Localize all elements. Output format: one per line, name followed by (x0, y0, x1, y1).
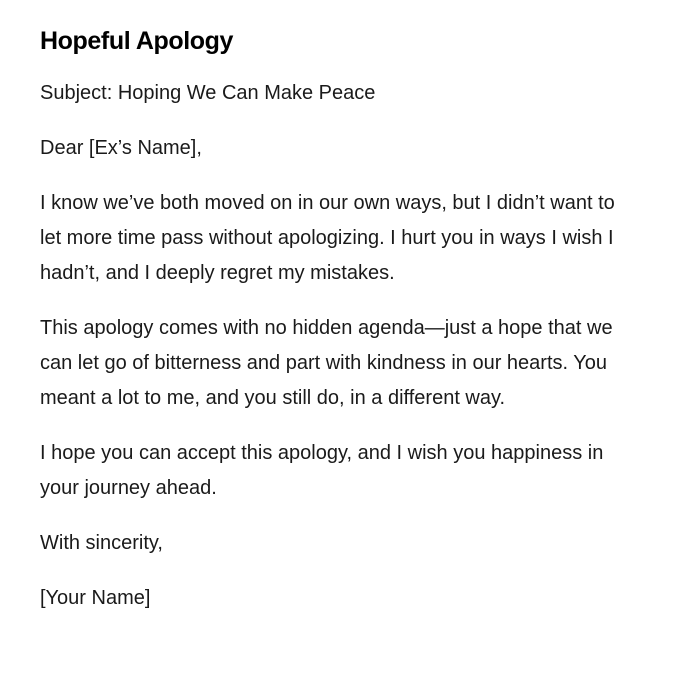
signature: [Your Name] (40, 587, 151, 609)
body-paragraph: This apology comes with no hidden agenda—just a hope that we can let go of bitterness and part with kindness in our hearts. You meant a lot to me, and you still do, in a different way. (40, 317, 613, 409)
salutation: Dear [Ex’s Name], (40, 137, 202, 159)
body-paragraph: I hope you can accept this apology, and I wish you happiness in your journey ahead. (40, 442, 604, 499)
closing: With sincerity, (40, 532, 163, 554)
body-paragraph: I know we’ve both moved on in our own ways, but I didn’t want to let more time pass without apologizing. I hurt you in ways I wish I hadn’t, and I deeply regret my mistakes. (40, 192, 615, 284)
page-title: Hopeful Apology (40, 27, 234, 55)
subject-line: Subject: Hoping We Can Make Peace (40, 82, 376, 104)
letter-document (40, 24, 640, 636)
